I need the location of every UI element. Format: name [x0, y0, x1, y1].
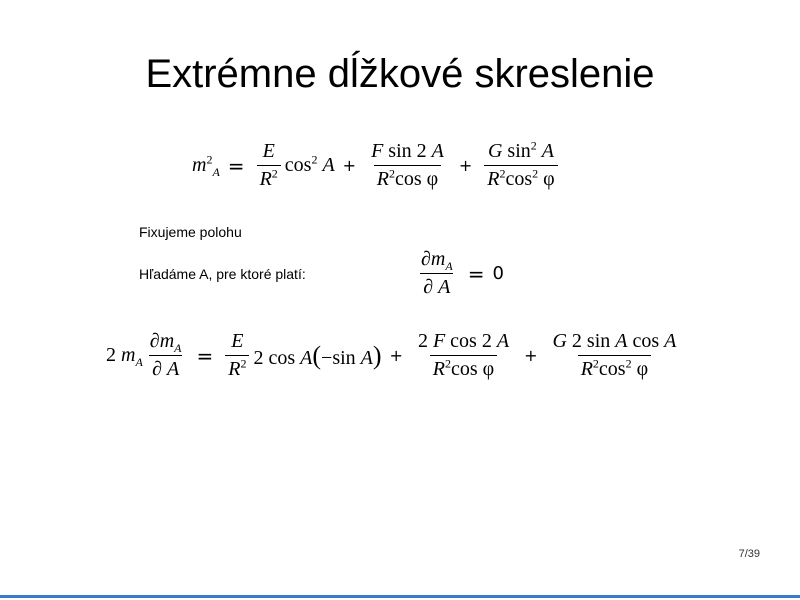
equation-1 — [192, 140, 562, 191]
eq1-fraction-3: $\frac{G \sin^2 A}{R^2\cos^2 \varphi}$ — [484, 140, 557, 191]
eq1-lhs: $m^2_A$ — [192, 152, 220, 179]
eq1-fraction-2: $\frac{\text{F sin 2 A}}{R^2\cos \varphi}$ — [371, 140, 444, 190]
eq1-plus-1: + — [342, 156, 357, 175]
eq3-lhs-fraction: $\frac{\partial m_A}{\partial A}$ — [149, 330, 182, 380]
eq2-equals: = — [467, 261, 485, 286]
eq3-fraction-2: $\frac{\text{2 F cos 2 A}}{R^2\cos \varphi}$ — [417, 330, 510, 380]
text-fix-position: Fixujeme polohu — [139, 224, 242, 240]
page-number: 7/39 — [738, 548, 760, 560]
footer-divider — [0, 595, 800, 598]
equation-3 — [106, 330, 683, 381]
eq2-zero: 0 — [492, 263, 504, 284]
eq2-fraction: $\frac{\partial m_A}{\partial A}$ — [421, 248, 453, 298]
eq1-fraction-1: $\frac{E}{R^2}$ — [257, 140, 281, 191]
equation-2 — [414, 248, 504, 299]
eq3-plus-1: + — [389, 346, 403, 365]
eq3-term-1: 2 cos A(−sin A) — [253, 340, 382, 370]
slide-title: Extrémne dĺžkové skreslenie — [145, 52, 655, 96]
eq3-equals: = — [196, 343, 214, 368]
eq3-lhs-coef: 2 $m_A$ — [106, 344, 143, 369]
eq1-plus-2: + — [458, 156, 473, 175]
eq3-plus-2: + — [524, 346, 538, 365]
eq3-fraction-3: $\frac{\text{G 2 sin A cos A}}{R^2\cos^2 \varphi}$ — [552, 330, 677, 380]
eq1-cos-term: $\cos^2 A$ — [284, 152, 335, 176]
eq1-equals: = — [227, 153, 245, 178]
text-find-A: Hľadáme A, pre ktoré platí: — [139, 266, 306, 282]
eq3-fraction-1: $\frac{E}{R^2}$ — [225, 330, 249, 381]
